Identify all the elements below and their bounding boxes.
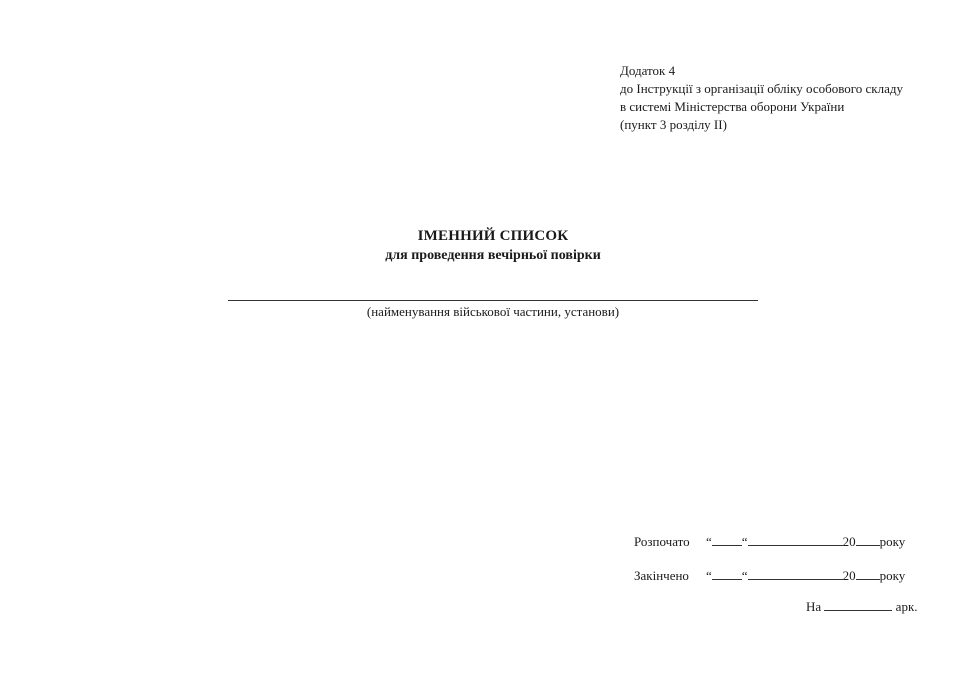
sheets-count-field[interactable] (824, 599, 892, 611)
finished-day-field[interactable] (712, 568, 742, 580)
sheets-suffix: арк. (895, 599, 918, 614)
finished-year-field[interactable] (856, 568, 880, 580)
appendix-ministry-ref: в системі Міністерства оборони України (620, 99, 845, 114)
appendix-number: Додаток 4 (620, 63, 676, 78)
started-label: Розпочато (634, 534, 690, 549)
year-word: року (879, 534, 906, 549)
century-prefix: 20 (842, 568, 856, 583)
close-quote: “ (741, 534, 748, 549)
open-quote: “ (706, 534, 712, 549)
started-month-field[interactable] (748, 534, 843, 546)
started-year-field[interactable] (856, 534, 880, 546)
appendix-clause-ref: (пункт 3 розділу II) (620, 117, 727, 132)
started-day-field[interactable] (712, 534, 742, 546)
sheets-count-row (806, 599, 918, 615)
unit-name-caption: (найменування військової частини, установи) (366, 304, 620, 319)
finished-date-row (634, 568, 905, 584)
open-quote: “ (706, 568, 712, 583)
finished-month-field[interactable] (748, 568, 843, 580)
document-subtitle: для проведення вечірньої повірки (385, 248, 601, 263)
year-word: року (879, 568, 906, 583)
document-title: ІМЕННИЙ СПИСОК (417, 228, 569, 244)
century-prefix: 20 (842, 534, 856, 549)
started-date-row (634, 534, 905, 550)
unit-name-field[interactable] (228, 300, 758, 301)
appendix-note (620, 62, 903, 134)
appendix-instruction-ref: до Інструкції з організації обліку особового складу (620, 81, 903, 96)
sheets-prefix: На (806, 599, 822, 614)
document-title-block (0, 226, 970, 265)
finished-label: Закінчено (634, 568, 689, 583)
close-quote: “ (741, 568, 748, 583)
